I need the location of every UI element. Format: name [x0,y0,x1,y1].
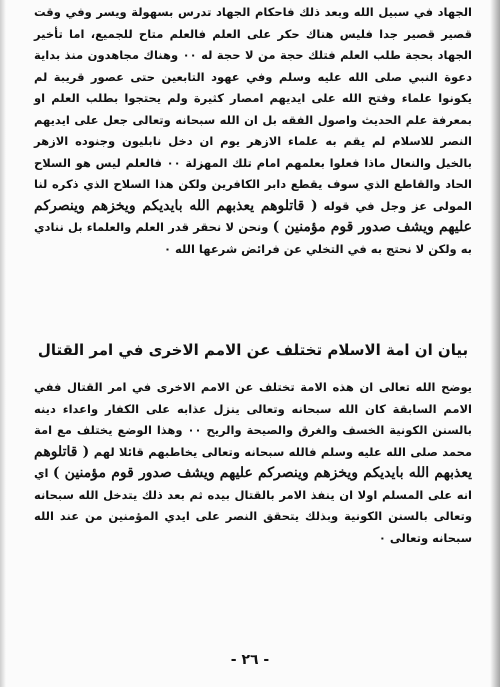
bottom-paragraph-block [34,377,472,549]
bottom-paragraph-text: يوضح الله تعالى ان هذه الامة تختلف عن الامم الاخرى في امر القتال ففي الامم السابقة كان الله سبحانه وتعالى ينزل عذابه على الكفار واعداء دينه بالسنن الكونية الخسف والغرق والصيحة والريح ٠٠ وهذا الوضع يختلف مع امة محمد صلى الله عليه وسلم فالله سبحانه وتعالى يخاطبهم قائلا لهم [34,380,472,459]
page-edge-shadow [490,0,500,687]
page-number: - ٢٦ - [230,652,270,668]
top-quran-verse: ( قاتلوهم يعذبهم الله بايديكم ويخزهم وينصركم عليهم ويشف صدور قوم مؤمنين ) [34,197,473,235]
section-heading: بيان ان امة الاسلام تختلف عن الامم الاخرى في امر القتال [37,341,469,359]
top-paragraph [34,2,472,260]
page-edge-shadow-left [0,0,6,687]
top-paragraph-text: الجهاد في سبيل الله وبعد ذلك فاحكام الجهاد تدرس بسهولة ويسر وفي وقت قصير قصير جدا فليس هناك حكر على العلم فالعلم متاح للجميع، اما تأخير الجهاد بحجة طلب العلم فتلك حجة من لا حجة له ٠٠ وهناك مجاهدون منذ بداية دعوة النبي صلى الله عليه وسلم وفي عهود التابعين حتى عصور قريبة لم يكونوا علماء وفتح الله على ايديهم امصار كثيرة ولم يحتجوا بطلب العلم او بمعرفة علم الحديث واصول الفقه بل ان الله سبحانه وتعالى جعل على ايديهم النصر للاسلام لم يقم به علماء الازهر يوم ان دخل نابليون وجنوده الازهر بالخيل والنعال ماذا فعلوا بعلمهم امام تلك المهزلة ٠٠ فالعلم ليس هو السلاح الحاد والقاطع الذي سوف يقطع دابر الكافرين ولكن هذا السلاح الذي ذكره لنا المولى عز وجل في قوله [34,5,473,213]
bottom-paragraph-conclusion: اي انه على المسلم اولا ان ينفذ الامر بالقتال بيده ثم بعد ذلك يتدخل الله سبحانه وتعالى بالسنن الكونية وبذلك يتحقق النصر على ايدي المؤمنين من عند الله سبحانه وتعالى ٠ [34,466,472,545]
top-paragraph-block [34,2,472,260]
top-paragraph-conclusion: ونحن لا نحقر قدر العلم والعلماء بل ننادي به ولكن لا نحتج به في التخلي عن فرائض شرعها الله ٠ [34,220,472,256]
bottom-quran-verse: ( قاتلوهم يعذبهم الله بايديكم ويخزهم وينصركم عليهم ويشف صدور قوم مؤمنين ) [34,443,472,481]
bottom-paragraph [34,377,472,549]
